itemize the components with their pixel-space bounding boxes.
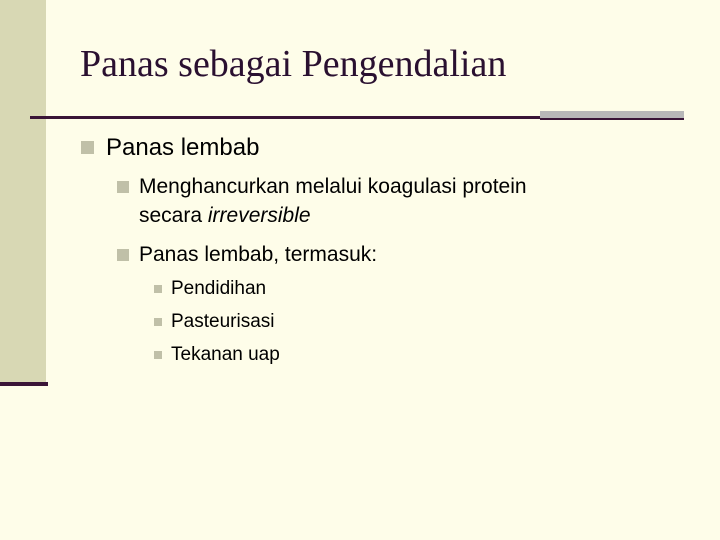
sub-bullet-text-prefix: secara	[139, 204, 208, 227]
list-item	[171, 278, 266, 300]
square-bullet-icon	[81, 141, 94, 154]
bullet-text: Panas lembab	[106, 134, 260, 161]
square-bullet-icon	[154, 351, 162, 359]
list-item	[171, 344, 280, 366]
square-bullet-icon	[154, 285, 162, 293]
list-item-text: Pasteurisasi	[171, 311, 275, 332]
square-bullet-icon	[154, 318, 162, 326]
sub-bullet-koagulasi-cont	[139, 204, 311, 228]
bullet-panas-lembab	[106, 134, 259, 162]
slide-title: Panas sebagai Pengendalian	[80, 43, 507, 85]
square-bullet-icon	[117, 181, 129, 193]
list-item-text: Pendidihan	[171, 278, 267, 299]
square-bullet-icon	[117, 249, 129, 261]
list-item-text: Tekanan uap	[171, 344, 280, 365]
sub-bullet-text: Panas lembab, termasuk:	[139, 243, 378, 266]
sub-bullet-text: Menghancurkan melalui koagulasi protein	[139, 175, 527, 198]
sub-bullet-koagulasi	[139, 175, 527, 199]
sub-bullet-text-italic: irreversible	[207, 204, 311, 227]
list-item	[171, 311, 275, 333]
sub-bullet-termasuk	[139, 243, 377, 267]
